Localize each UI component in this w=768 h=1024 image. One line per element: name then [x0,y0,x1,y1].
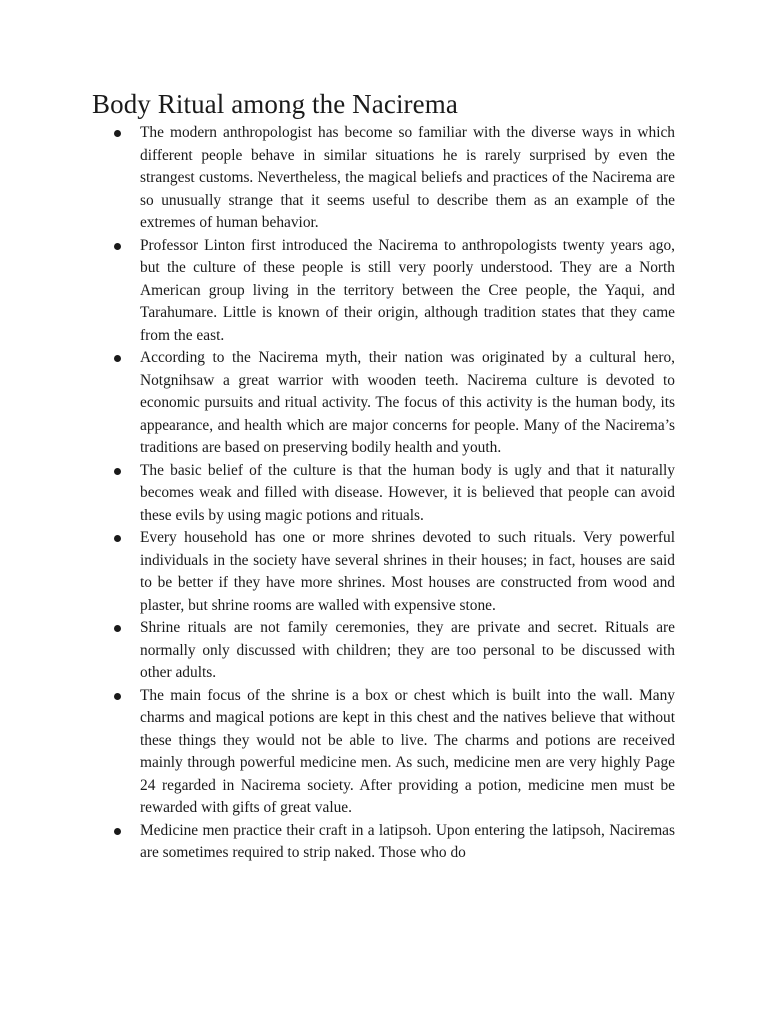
list-item-text: Medicine men practice their craft in a latipsoh. Upon entering the latipsoh, Naciremas are sometimes required to strip naked. Those who do [140,821,675,861]
list-item-text: Every household has one or more shrines devoted to such rituals. Very powerful individuals in the society have several shrines in their houses; in fact, houses are said to be better if they have more shrines. Most houses are constructed from wood and plaster, but shrine rooms are walled with expensive stone. [140,529,675,614]
list-item-text: According to the Nacirema myth, their nation was originated by a cultural hero, Notgnihsaw a great warrior with wooden teeth. Nacirema culture is devoted to economic pursuits and ritual activity. The focus of this activity is the human body, its appearance, and health which are major concerns for people. Many of the Nacirema’s traditions are based on preserving bodily health and youth. [140,349,675,456]
list-item [112,820,675,865]
bullet-icon [114,468,121,475]
bullet-list [112,122,675,865]
list-item [112,122,675,235]
bullet-icon [114,535,121,542]
list-item [112,347,675,460]
list-item [112,527,675,617]
list-item [112,685,675,820]
list-item-text: Shrine rituals are not family ceremonies, they are private and secret. Rituals are normally only discussed with children; they are too personal to be discussed with other adults. [140,619,675,681]
list-item [112,617,675,685]
list-item [112,460,675,528]
list-item-text: The modern anthropologist has become so familiar with the diverse ways in which different people behave in similar situations he is rarely surprised by even the strangest customs. Nevertheless, the magical beliefs and practices of the Nacirema are so unusually strange that it seems useful to describe them as an example of the extremes of human behavior. [140,124,675,231]
list-item-text: The main focus of the shrine is a box or chest which is built into the wall. Many charms and magical potions are kept in this chest and the natives believe that without these things they would not be able to live. The charms and potions are received mainly through powerful medicine men. As such, medicine men are very highly Page 24 regarded in Nacirema society. After providing a potion, medicine men must be rewarded with gifts of great value. [140,686,675,816]
list-item-text: The basic belief of the culture is that the human body is ugly and that it naturally becomes weak and filled with disease. However, it is believed that people can avoid these evils by using magic potions and rituals. [140,461,675,524]
bullet-icon [114,625,121,632]
bullet-icon [114,243,121,250]
list-item-text: Professor Linton first introduced the Nacirema to anthropologists twenty years ago, but the culture of these people is still very poorly understood. They are a North American group living in the territory between the Cree people, the Yaqui, and Tarahumare. Little is known of their origin, although tradition states that they came from the east. [140,236,675,344]
bullet-icon [114,130,121,137]
page-title: Body Ritual among the Nacirema [92,89,458,119]
bullet-icon [114,828,121,835]
list-item [112,235,675,348]
bullet-icon [114,355,121,362]
bullet-icon [114,693,121,700]
